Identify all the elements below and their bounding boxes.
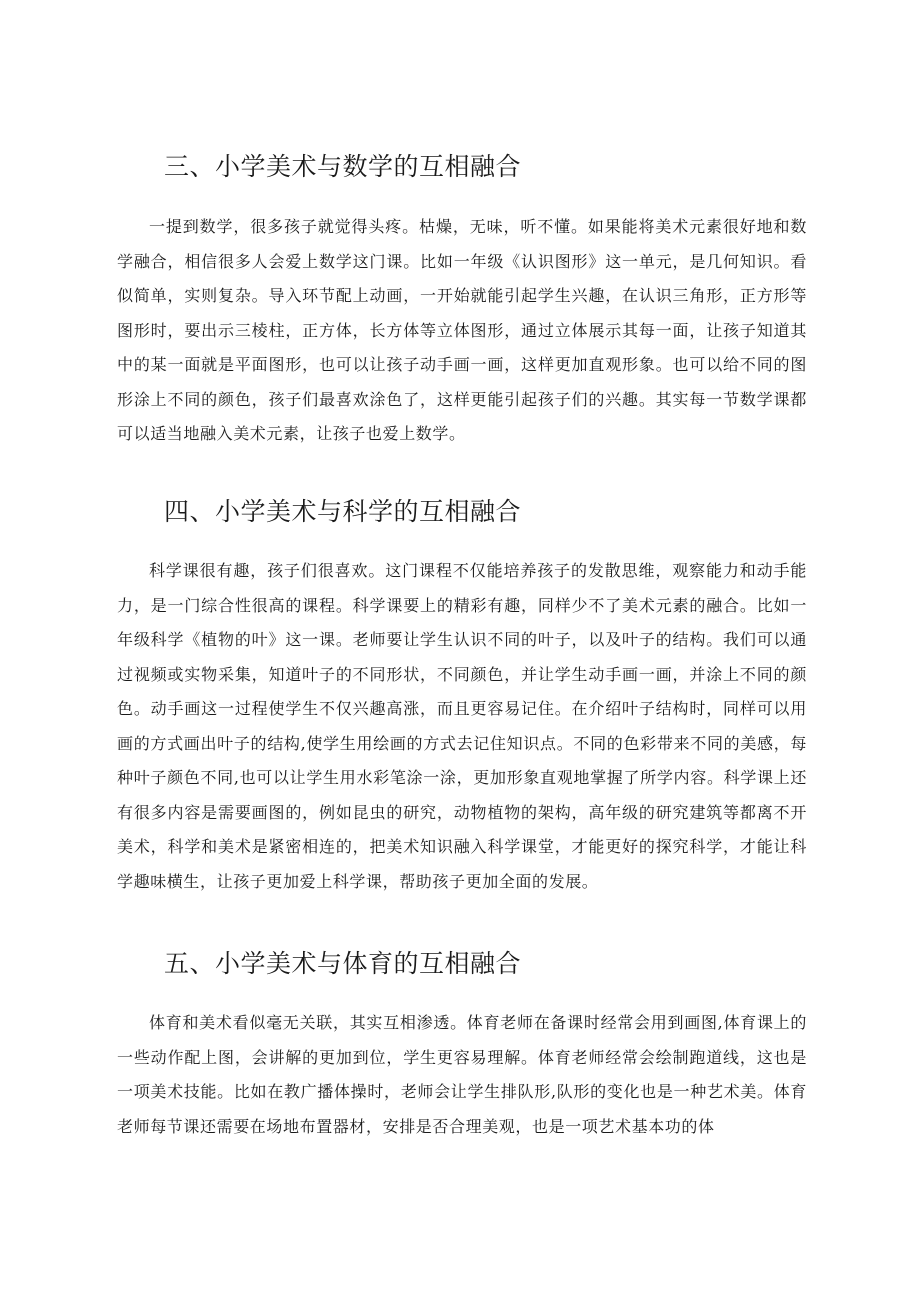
section-paragraph-science: 科学课很有趣，孩子们很喜欢。这门课程不仅能培养孩子的发散思维，观察能力和动手能力，是一门综合性很高的课程。科学课要上的精彩有趣，同样少不了美术元素的融合。比如一年级科学《植物的叶》这一课。老师要让学生认识不同的叶子，以及叶子的结构。我们可以通过视频或实物采集，知道叶子的不同形状，不同颜色，并让学生动手画一画，并涂上不同的颜色。动手画这一过程使学生不仅兴趣高涨，而且更容易记住。在介绍叶子结构时，同样可以用画的方式画出叶子的结构,使学生用绘画的方式去记住知识点。不同的色彩带来不同的美感，每种叶子颜色不同,也可以让学生用水彩笔涂一涂，更加形象直观地掌握了所学内容。科学课上还有很多内容是需要画图的，例如昆虫的研究，动物植物的架构，高年级的研究建筑等都离不开美术，科学和美术是紧密相连的，把美术知识融入科学课堂，才能更好的探究科学，才能让科学趣味横生，让孩子更加爱上科学课，帮助孩子更加全面的发展。 — [117, 561, 807, 891]
section-heading-science: 四、小学美术与科学的互相融合 — [164, 497, 522, 526]
section-heading-pe: 五、小学美术与体育的互相融合 — [164, 949, 522, 978]
section-heading-math: 三、小学美术与数学的互相融合 — [164, 152, 522, 181]
section-paragraph-math: 一提到数学，很多孩子就觉得头疼。枯燥，无味，听不懂。如果能将美术元素很好地和数学融合，相信很多人会爱上数学这门课。比如一年级《认识图形》这一单元，是几何知识。看似简单，实则复杂。导入环节配上动画，一开始就能引起学生兴趣，在认识三角形，正方形等图形时，要出示三棱柱，正方体，长方体等立体图形，通过立体展示其每一面，让孩子知道其中的某一面就是平面图形，也可以让孩子动手画一画，这样更加直观形象。也可以给不同的图形涂上不同的颜色，孩子们最喜欢涂色了，这样更能引起孩子们的兴趣。其实每一节数学课都可以适当地融入美术元素，让孩子也爱上数学。 — [117, 217, 807, 443]
section-pe — [117, 947, 807, 1144]
section-science — [117, 495, 807, 899]
section-paragraph-pe: 体育和美术看似毫无关联，其实互相渗透。体育老师在备课时经常会用到画图,体育课上的一些动作配上图，会讲解的更加到位，学生更容易理解。体育老师经常会绘制跑道线，这也是一项美术技能。比如在教广播体操时，老师会让学生排队形,队形的变化也是一种艺术美。体育老师每节课还需要在场地布置器材，安排是否合理美观，也是一项艺术基本功的体 — [117, 1013, 807, 1136]
section-math — [117, 150, 807, 452]
